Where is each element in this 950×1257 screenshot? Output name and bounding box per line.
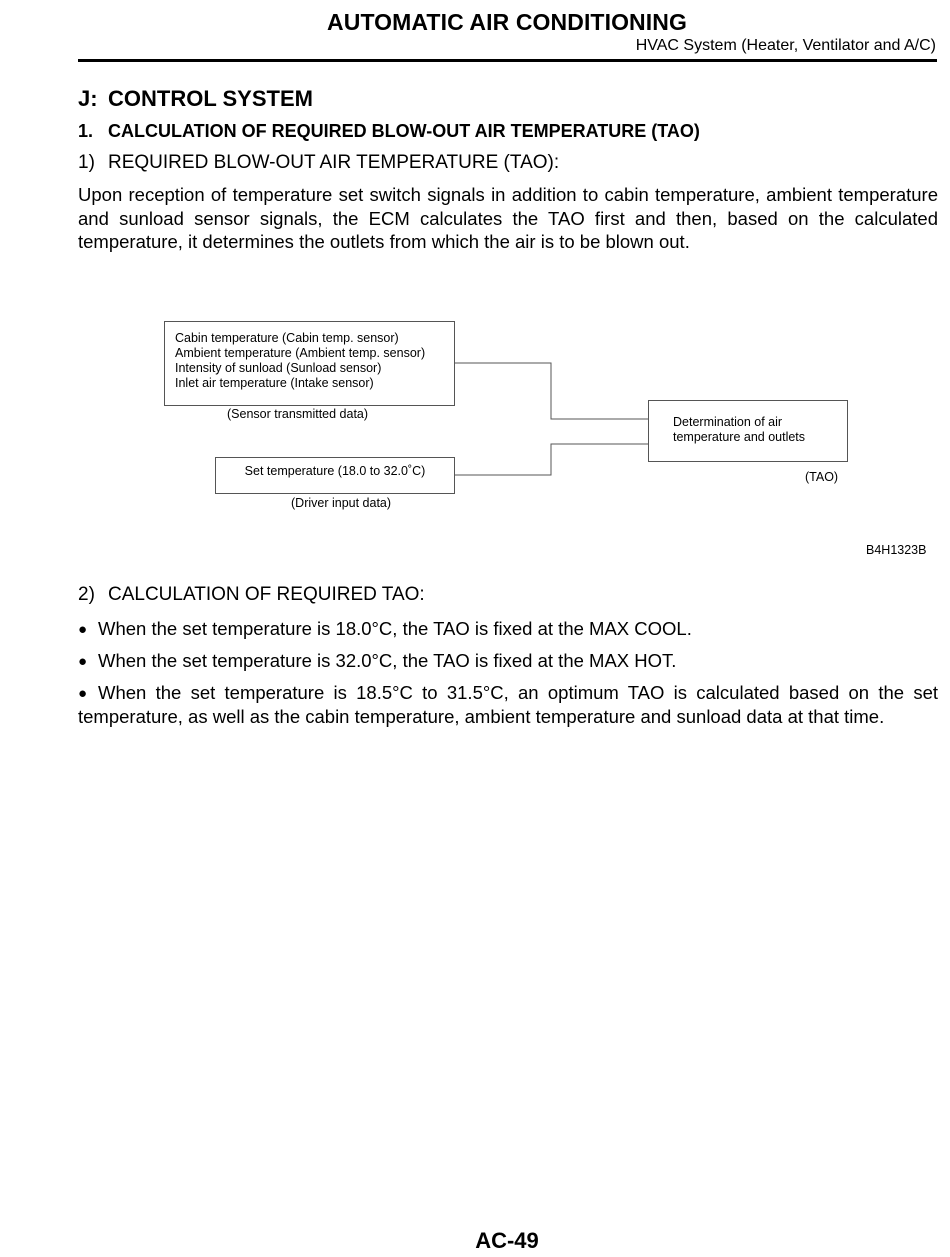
set-temperature-box xyxy=(215,457,455,494)
driver-input-caption: (Driver input data) xyxy=(291,496,392,510)
determination-line-2: temperature and outlets xyxy=(673,430,806,444)
tao-description-paragraph: Upon reception of temperature set switch signals in addition to cabin temperature, ambient temperature and sunload sensor signals, the ECM calculates the TAO first and then, based on the calculated temperature, it determines the outlets from which the air is to be blown out. xyxy=(78,184,938,252)
section-heading xyxy=(78,86,313,112)
determination-box xyxy=(648,400,848,462)
bullet-item-max-cool xyxy=(78,617,938,641)
sensor-connector-line xyxy=(455,363,648,419)
bullet-icon: ● xyxy=(78,621,88,638)
bullet-icon: ● xyxy=(78,685,88,702)
settemp-connector-line xyxy=(455,444,648,475)
bullet-item-optimum xyxy=(78,681,938,728)
item1-title: REQUIRED BLOW-OUT AIR TEMPERATURE (TAO): xyxy=(108,152,560,173)
figure-id: B4H1323B xyxy=(866,543,927,557)
section-title: CONTROL SYSTEM xyxy=(108,86,313,111)
header-divider xyxy=(78,59,937,62)
item1-number: 1) xyxy=(78,152,95,173)
sensor-data-caption: (Sensor transmitted data) xyxy=(227,407,369,421)
bullet-icon: ● xyxy=(78,653,88,670)
subsection-heading xyxy=(78,121,700,142)
item1-heading xyxy=(78,152,559,174)
bullet-text: When the set temperature is 32.0°C, the TAO is fixed at the MAX HOT. xyxy=(98,650,677,671)
sensor-line-ambient: Ambient temperature (Ambient temp. sensor) xyxy=(175,346,426,360)
document-title: AUTOMATIC AIR CONDITIONING xyxy=(327,9,687,35)
document-subtitle: HVAC System (Heater, Ventilator and A/C) xyxy=(635,37,936,54)
section-number: J: xyxy=(78,86,98,111)
item2-number: 2) xyxy=(78,584,95,605)
subsection-title: CALCULATION OF REQUIRED BLOW-OUT AIR TEMPERATURE (TAO) xyxy=(108,121,700,141)
determination-line-1: Determination of air xyxy=(673,415,783,429)
bullet-item-max-hot xyxy=(78,649,938,673)
tao-caption: (TAO) xyxy=(805,470,839,484)
page-number: AC-49 xyxy=(475,1228,539,1253)
item2-title: CALCULATION OF REQUIRED TAO: xyxy=(108,584,425,605)
item2-heading xyxy=(78,584,425,606)
sensor-line-sunload: Intensity of sunload (Sunload sensor) xyxy=(175,361,382,375)
sensor-line-intake: Inlet air temperature (Intake sensor) xyxy=(175,376,374,390)
subsection-number: 1. xyxy=(78,121,94,141)
sensor-line-cabin: Cabin temperature (Cabin temp. sensor) xyxy=(175,331,399,345)
set-temperature-label: Set temperature (18.0 to 32.0˚C) xyxy=(244,464,426,478)
bullet-text: When the set temperature is 18.5°C to 31.5°C, an optimum TAO is calculated based on the set temperature, as well as the cabin temperature, ambient temperature and sunload data at that time. xyxy=(78,682,938,727)
sensor-data-box xyxy=(164,321,455,406)
bullet-text: When the set temperature is 18.0°C, the TAO is fixed at the MAX COOL. xyxy=(98,618,692,639)
